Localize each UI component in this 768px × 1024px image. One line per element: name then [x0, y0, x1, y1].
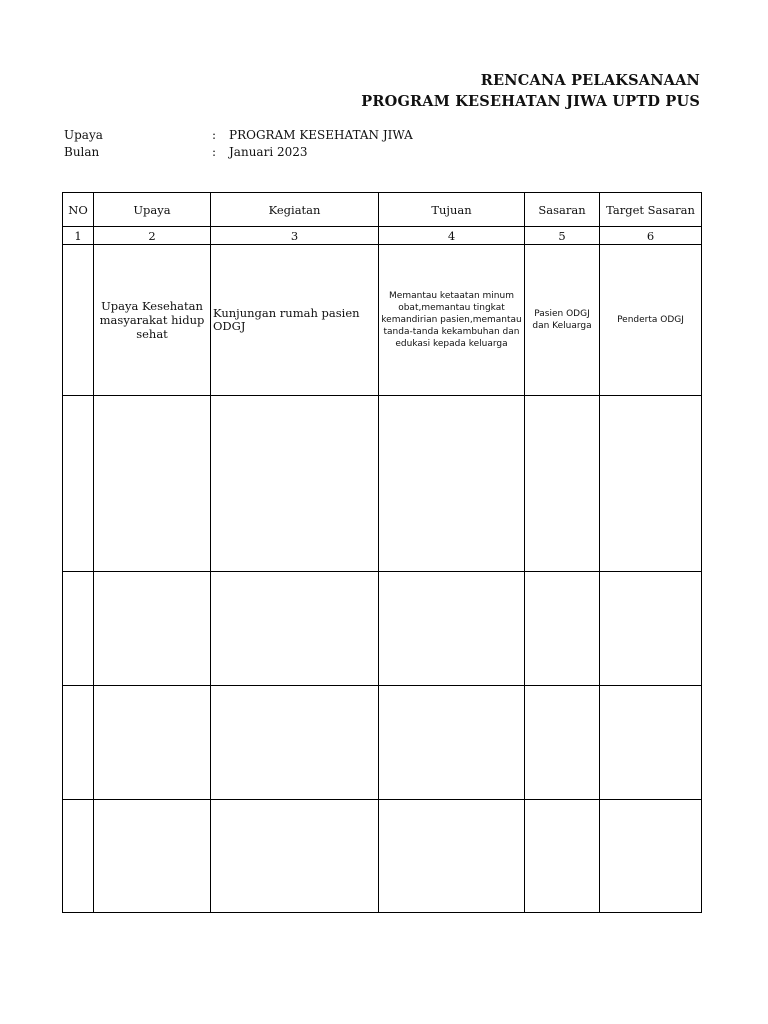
header-sasaran: Sasaran: [525, 193, 600, 227]
meta-row-bulan: [64, 144, 413, 161]
meta-row-upaya: [64, 127, 413, 144]
empty-cell: [600, 396, 702, 572]
empty-cell: [525, 396, 600, 572]
header-kegiatan: Kegiatan: [211, 193, 379, 227]
cell-no: [63, 245, 94, 396]
empty-cell: [600, 800, 702, 913]
cell-sasaran: Pasien ODGJ dan Keluarga: [525, 245, 600, 396]
empty-cell: [379, 572, 525, 686]
empty-cell: [94, 572, 211, 686]
empty-cell: [94, 800, 211, 913]
title-line-2: PROGRAM KESEHATAN JIWA UPTD PUS: [361, 93, 700, 110]
table-header-row: [63, 193, 702, 227]
cell-kegiatan: Kunjungan rumah pasien ODGJ: [211, 245, 379, 396]
empty-cell: [600, 686, 702, 800]
empty-cell: [379, 396, 525, 572]
empty-cell: [600, 572, 702, 686]
cell-tujuan: Memantau ketaatan minum obat,memantau tingkat kemandirian pasien,memantau tanda-tanda kekambuhan dan edukasi kepada keluarga: [379, 245, 525, 396]
empty-cell: [94, 396, 211, 572]
meta-colon: :: [212, 128, 217, 142]
plan-table: [62, 192, 702, 913]
header-target-sasaran: Target Sasaran: [600, 193, 702, 227]
empty-cell: [211, 686, 379, 800]
column-number: 5: [525, 227, 600, 245]
meta-label-bulan: Bulan: [64, 145, 100, 159]
empty-cell: [94, 686, 211, 800]
empty-cell: [211, 800, 379, 913]
column-number: 4: [379, 227, 525, 245]
header-no: NO: [63, 193, 94, 227]
column-number: 1: [63, 227, 94, 245]
empty-cell: [63, 800, 94, 913]
column-number-row: [63, 227, 702, 245]
empty-cell: [525, 686, 600, 800]
header-upaya: Upaya: [94, 193, 211, 227]
empty-cell: [63, 572, 94, 686]
header-tujuan: Tujuan: [379, 193, 525, 227]
column-number: 2: [94, 227, 211, 245]
empty-table-row: [63, 396, 702, 572]
column-number: 3: [211, 227, 379, 245]
meta-label-upaya: Upaya: [64, 128, 103, 142]
meta-colon: :: [212, 145, 217, 159]
meta-value-upaya: PROGRAM KESEHATAN JIWA: [229, 128, 413, 142]
document-title: [340, 70, 700, 112]
empty-table-row: [63, 572, 702, 686]
empty-table-row: [63, 686, 702, 800]
empty-cell: [525, 572, 600, 686]
empty-cell: [211, 396, 379, 572]
empty-cell: [63, 396, 94, 572]
document-meta: [64, 127, 413, 161]
empty-cell: [211, 572, 379, 686]
title-line-1: RENCANA PELAKSANAAN: [480, 72, 700, 89]
cell-upaya: Upaya Kesehatan masyarakat hidup sehat: [94, 245, 211, 396]
table-row: [63, 245, 702, 396]
empty-cell: [379, 800, 525, 913]
empty-cell: [63, 686, 94, 800]
cell-target-sasaran: Penderta ODGJ: [600, 245, 702, 396]
empty-cell: [379, 686, 525, 800]
empty-table-row: [63, 800, 702, 913]
empty-cell: [525, 800, 600, 913]
column-number: 6: [600, 227, 702, 245]
meta-value-bulan: Januari 2023: [229, 145, 308, 159]
